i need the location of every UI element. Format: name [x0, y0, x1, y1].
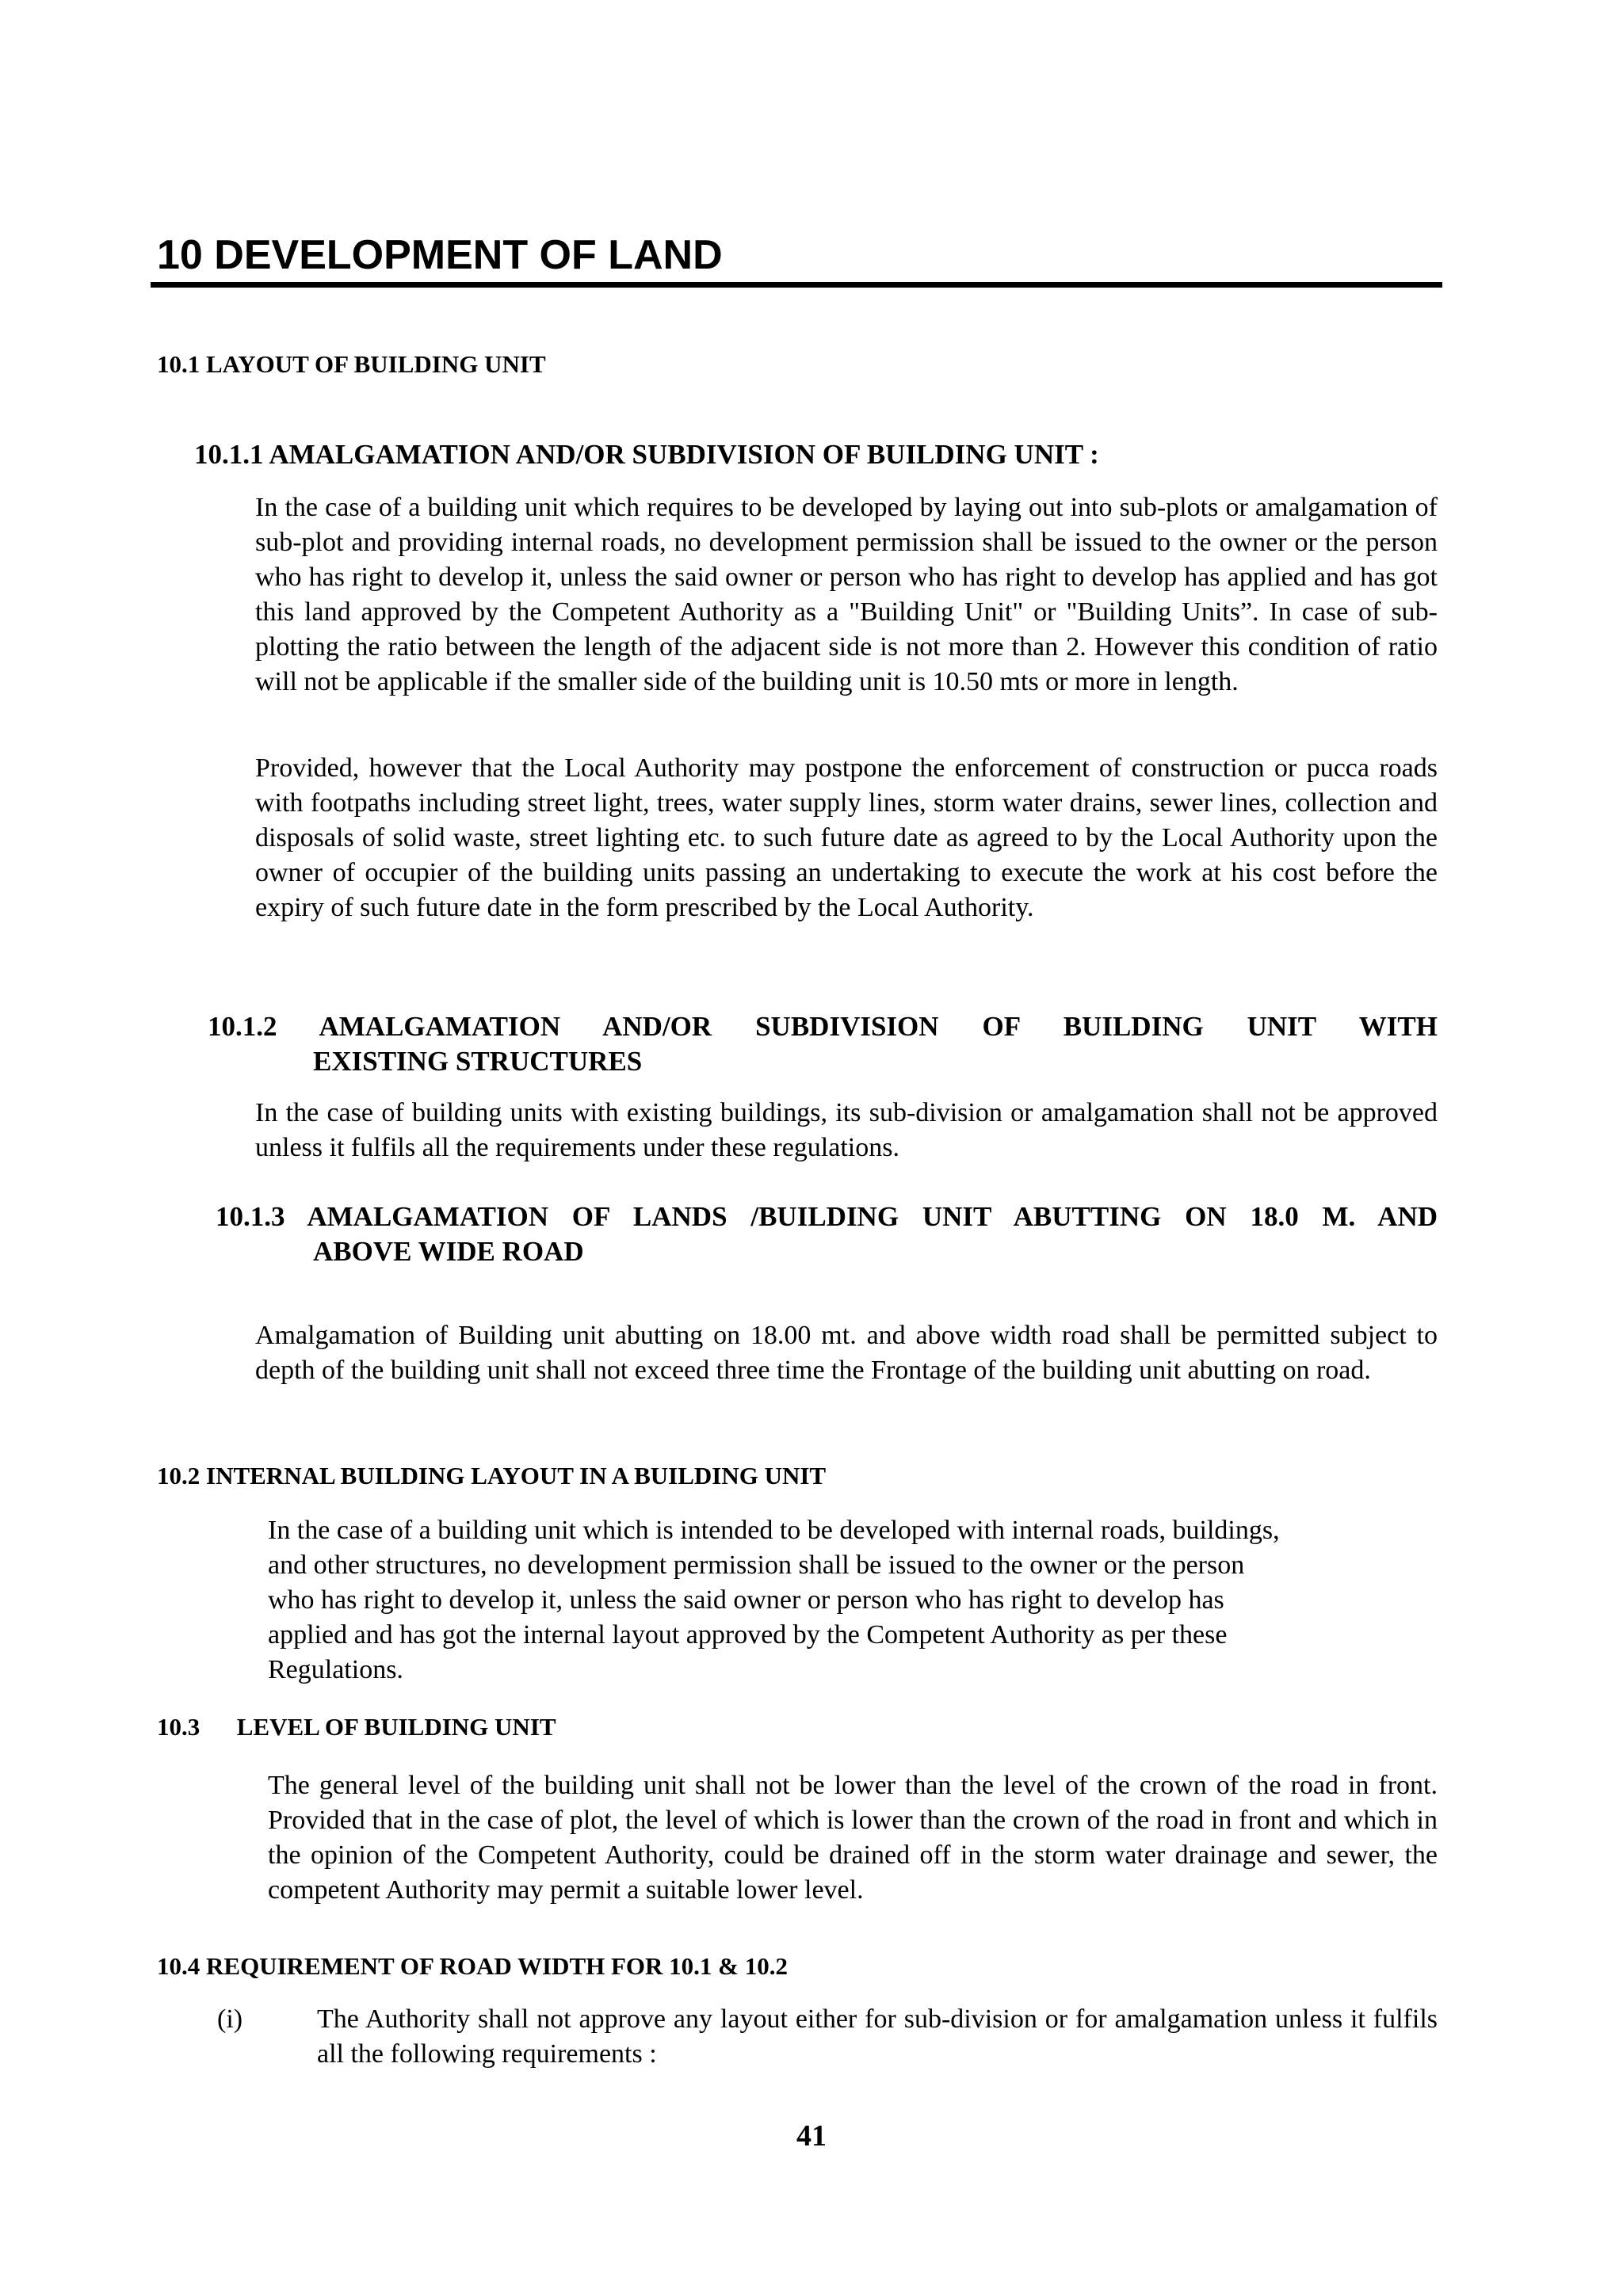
- section-10-4-heading: 10.4 REQUIREMENT OF ROAD WIDTH FOR 10.1 & 10.2: [157, 1952, 788, 1980]
- section-10-1-3-heading-line-2: ABOVE WIDE ROAD: [313, 1236, 584, 1267]
- section-10-2-line: applied and has got the internal layout approved by the Competent Authority as per these: [268, 1620, 1228, 1650]
- section-10-2-line: who has right to develop it, unless the said owner or person who has right to develop has: [268, 1585, 1224, 1615]
- section-10-1-3-paragraph: Amalgamation of Building unit abutting on 18.00 mt. and above width road shall be permitted subject to depth of the building unit shall not exceed three time the Frontage of the building unit abutting on road.: [255, 1321, 1438, 1385]
- section-10-2-line: Regulations.: [268, 1655, 403, 1684]
- section-10-2-line: and other structures, no development permission shall be issued to the owner or the person: [268, 1550, 1245, 1580]
- section-10-3-heading: 10.3 LEVEL OF BUILDING UNIT: [157, 1713, 556, 1741]
- section-10-2-line: In the case of a building unit which is intended to be developed with internal roads, buildings,: [268, 1516, 1280, 1545]
- section-10-1-1-paragraph-2: Provided, however that the Local Authority may postpone the enforcement of construction or pucca roads with footpaths including street light, trees, water supply lines, storm water drains, sewer lines, collection and disposals of solid waste, street lighting etc. to such future date as agreed to by the Local Authority upon the owner of occupier of the building units passing an undertaking to execute the work at his cost before the expiry of such future date in the form prescribed by the Local Authority.: [255, 753, 1438, 922]
- page-number: 41: [796, 2119, 827, 2153]
- section-10-1-1-paragraph-1: In the case of a building unit which requires to be developed by laying out into sub-plots or amalgamation of sub-plot and providing internal roads, no development permission shall be issued to the owner or the person who has right to develop it, unless the said owner or person who has right to develop has applied and has got this land approved by the Competent Authority as a "Building Unit" or "Building Units”. In case of sub-plotting the ratio between the length of the adjacent side is not more than 2. However this condition of ratio will not be applicable if the smaller side of the building unit is 10.50 mts or more in length.: [255, 493, 1438, 696]
- section-10-1-2-paragraph: In the case of building units with existing buildings, its sub-division or amalgamation shall not be approved unless it fulfils all the requirements under these regulations.: [255, 1098, 1438, 1162]
- section-10-3-paragraph: The general level of the building unit shall not be lower than the level of the crown of the road in front. Provided that in the case of plot, the level of which is lower than the crown of the road in front and which in the opinion of the Competent Authority, could be drained off in the storm water drainage and sewer, the competent Authority may permit a suitable lower level.: [268, 1771, 1438, 1905]
- section-10-1-3-heading-line-1: 10.1.3 AMALGAMATION OF LANDS /BUILDING UNIT ABUTTING ON 18.0 M. AND: [216, 1201, 1438, 1232]
- chapter-title: 10 DEVELOPMENT OF LAND: [157, 232, 723, 278]
- section-10-1-1-heading: 10.1.1 AMALGAMATION AND/OR SUBDIVISION OF BUILDING UNIT :: [194, 439, 1099, 470]
- list-item-text: The Authority shall not approve any layout either for sub-division or for amalgamation unless it fulfils all the following requirements :: [317, 2004, 1438, 2069]
- section-10-2-heading: 10.2 INTERNAL BUILDING LAYOUT IN A BUILDING UNIT: [157, 1462, 827, 1489]
- section-10-2-paragraph: [268, 1513, 1425, 1688]
- section-10-1-2-heading-line-2: EXISTING STRUCTURES: [313, 1046, 643, 1077]
- section-10-1-heading: 10.1 LAYOUT OF BUILDING UNIT: [157, 350, 546, 378]
- title-underline: [151, 282, 1442, 288]
- section-10-1-2-heading-line-1: 10.1.2 AMALGAMATION AND/OR SUBDIVISION OF BUILDING UNIT WITH: [208, 1011, 1438, 1042]
- list-item-number: (i): [217, 2004, 243, 2034]
